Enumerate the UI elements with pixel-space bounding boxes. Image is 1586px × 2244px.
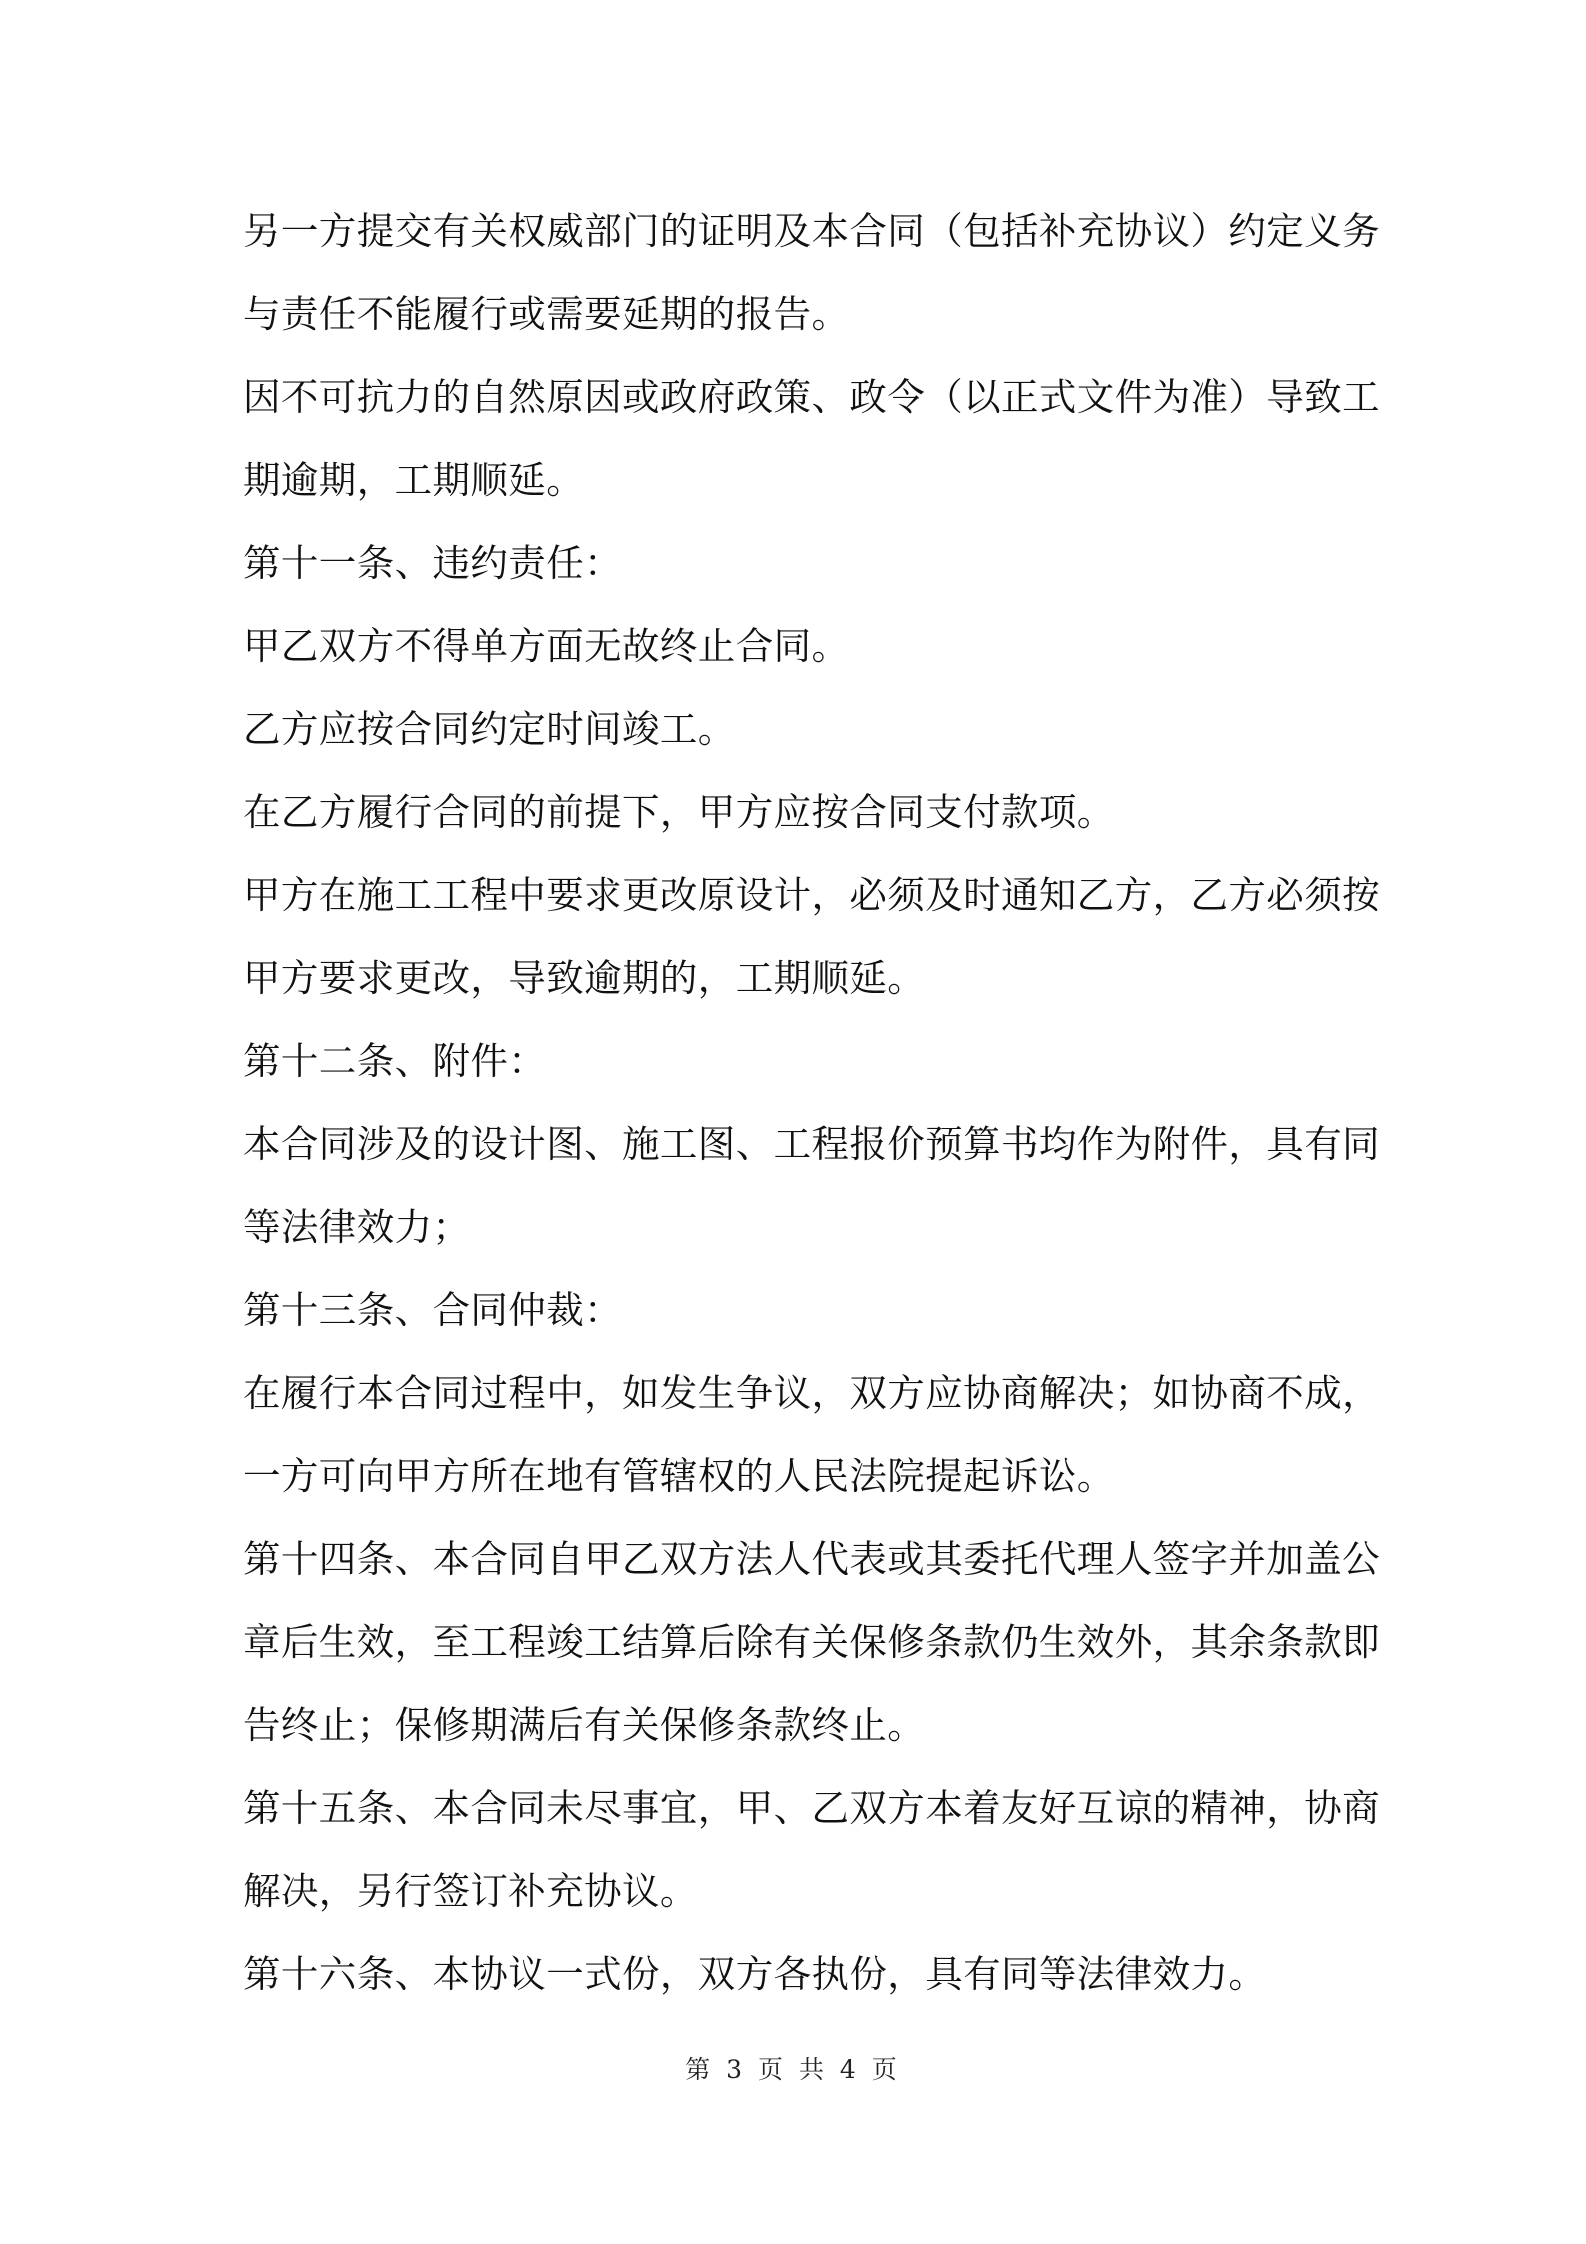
body-text-line: 另一方提交有关权威部门的证明及本合同（包括补充协议）约定义务: [243, 209, 1380, 253]
body-text-line: 告终止；保修期满后有关保修条款终止。: [243, 1703, 926, 1747]
body-text-line: 与责任不能履行或需要延期的报告。: [243, 292, 850, 336]
body-text-line: 期逾期，工期顺延。: [243, 458, 585, 502]
body-text-line: 因不可抗力的自然原因或政府政策、政令（以正式文件为准）导致工: [243, 375, 1380, 419]
page-number-footer: 第 3 页 共 4 页: [685, 2055, 901, 2084]
body-text-line: 章后生效，至工程竣工结算后除有关保修条款仍生效外，其余条款即: [243, 1620, 1380, 1664]
article-heading: 第十二条、附件：: [243, 1039, 547, 1083]
body-text-line: 解决，另行签订补充协议。: [243, 1869, 698, 1913]
body-text-line: 本合同涉及的设计图、施工图、工程报价预算书均作为附件，具有同: [243, 1122, 1380, 1166]
body-text-line: 甲方要求更改，导致逾期的，工期顺延。: [243, 956, 926, 1000]
article-heading: 第十一条、违约责任：: [243, 541, 622, 585]
article-heading: 第十六条、本协议一式份，双方各执份，具有同等法律效力。: [243, 1952, 1267, 1996]
article-heading: 第十三条、合同仲裁：: [243, 1288, 622, 1332]
body-text-line: 甲方在施工工程中要求更改原设计，必须及时通知乙方，乙方必须按: [243, 873, 1380, 917]
body-text-line: 一方可向甲方所在地有管辖权的人民法院提起诉讼。: [243, 1454, 1115, 1498]
article-heading: 第十四条、本合同自甲乙双方法人代表或其委托代理人签字并加盖公: [243, 1537, 1380, 1581]
body-text-line: 甲乙双方不得单方面无故终止合同。: [243, 624, 850, 668]
body-text-line: 等法律效力；: [243, 1205, 471, 1249]
article-heading: 第十五条、本合同未尽事宜，甲、乙双方本着友好互谅的精神，协商: [243, 1786, 1380, 1830]
body-text-line: 在履行本合同过程中，如发生争议，双方应协商解决；如协商不成，: [243, 1371, 1380, 1415]
body-text-line: 乙方应按合同约定时间竣工。: [243, 707, 736, 751]
body-text-line: 在乙方履行合同的前提下，甲方应按合同支付款项。: [243, 790, 1115, 834]
